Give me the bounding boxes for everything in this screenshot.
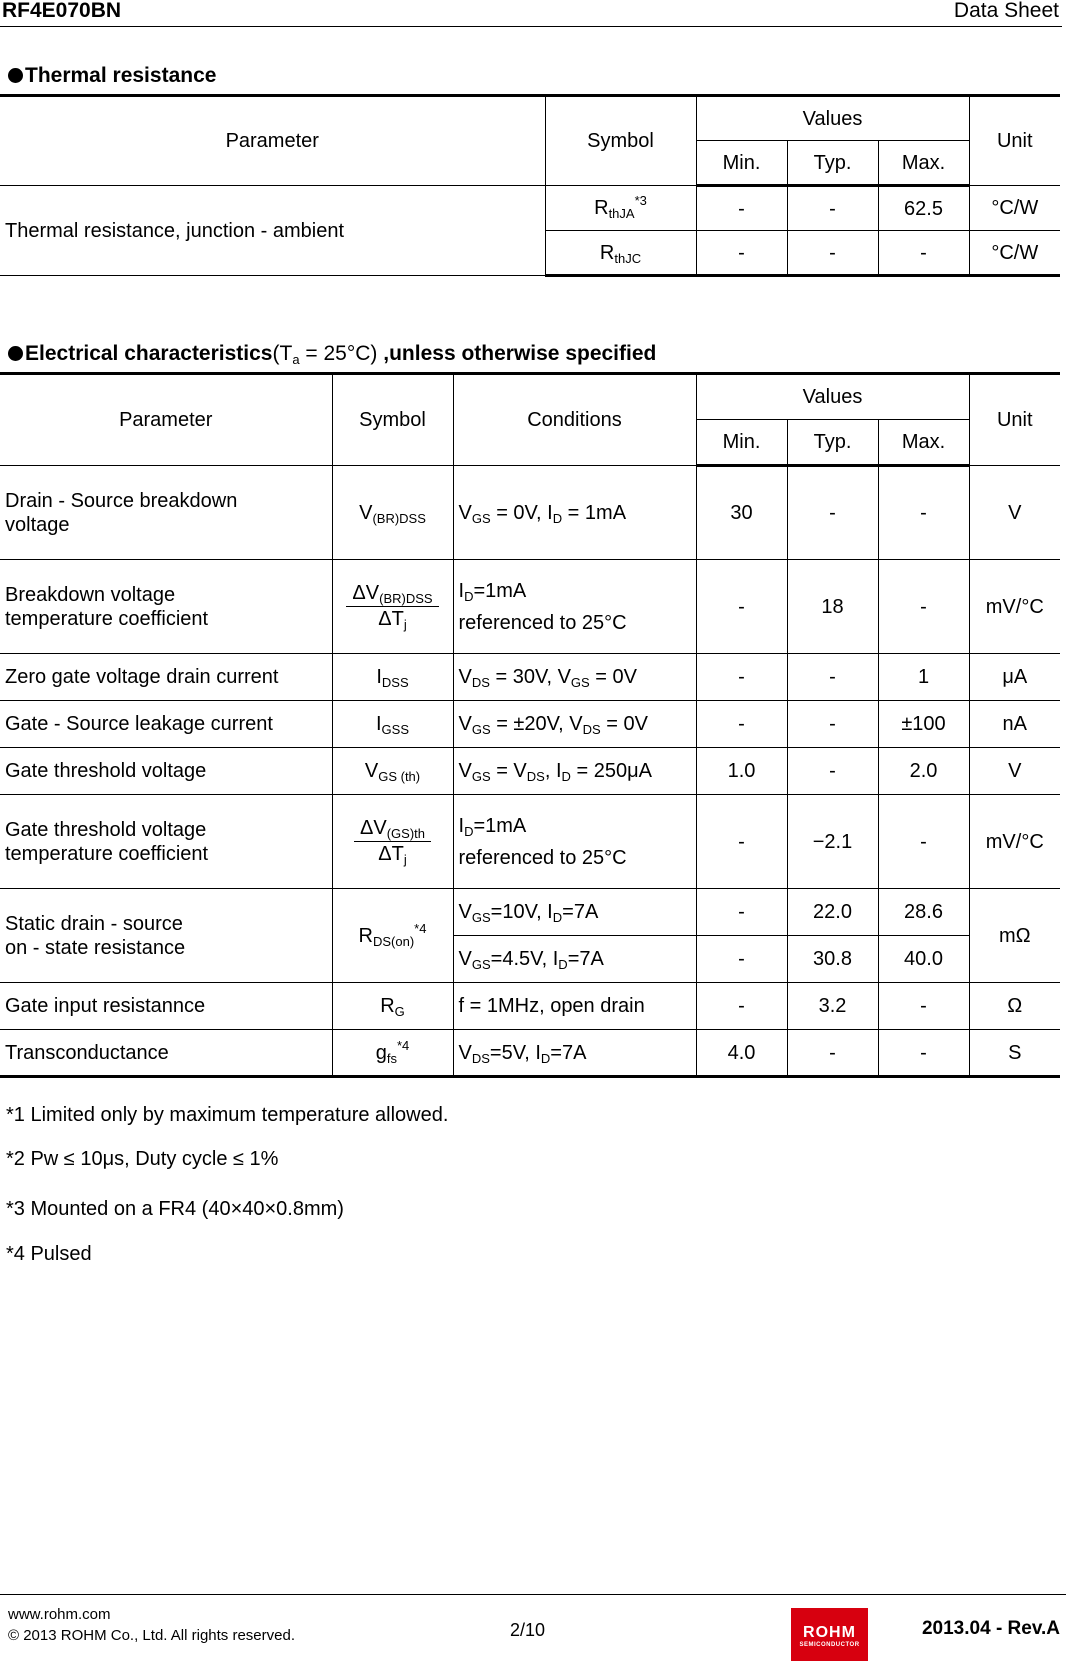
- cond-vth: $V_{GS} = V_{DS}$, $I_D = 250\mu A$: [453, 748, 696, 795]
- value-max: -: [878, 1030, 969, 1077]
- table-row: [0, 466, 1060, 560]
- value-max: -: [878, 560, 969, 654]
- value-max: ±100: [878, 701, 969, 748]
- header-conditions: Conditions: [453, 374, 696, 466]
- value-typ: -: [787, 701, 878, 748]
- electrical-table: [0, 372, 1060, 1078]
- symbol-vthtc: $\frac{\Delta V_{(GS)th}}{\Delta T_j}$: [332, 795, 453, 889]
- value-unit: V: [969, 748, 1060, 795]
- symbol-igss: $I_{GSS}$: [332, 701, 453, 748]
- value-max: 1: [878, 654, 969, 701]
- cond-rg: f = 1MHz, open drain: [453, 983, 696, 1030]
- header-parameter: Parameter: [0, 374, 332, 466]
- param-bvtc: Breakdown voltage temperature coefficient: [0, 560, 332, 654]
- value-typ: -: [787, 654, 878, 701]
- param-vth: Gate threshold voltage: [0, 748, 332, 795]
- value-typ: -: [787, 466, 878, 560]
- bullet-icon: [8, 68, 23, 83]
- value-unit: S: [969, 1030, 1060, 1077]
- thermal-section-title: Thermal resistance: [8, 64, 216, 88]
- cond-gfs: $V_{DS}=5V$, $I_D=7A$: [453, 1030, 696, 1077]
- footer-copyright: © 2013 ROHM Co., Ltd. All rights reserved.: [8, 1627, 295, 1644]
- value-typ: 22.0: [787, 889, 878, 936]
- bullet-icon: [8, 346, 23, 361]
- value-max: 2.0: [878, 748, 969, 795]
- value-typ: 30.8: [787, 936, 878, 983]
- cond-vthtc: $I_D=1mA$ referenced to 25°C: [453, 795, 696, 889]
- value-max: -: [878, 466, 969, 560]
- table-row: [0, 654, 1060, 701]
- value-min: -: [696, 231, 787, 276]
- value-max: -: [878, 983, 969, 1030]
- param-igss: Gate - Source leakage current: [0, 701, 332, 748]
- header-max: Max.: [878, 141, 969, 186]
- table-row: [0, 1030, 1060, 1077]
- header-parameter: Parameter: [0, 96, 545, 186]
- cond-igss: $V_{GS} = \pm 20V$, $V_{DS} = 0V$: [453, 701, 696, 748]
- symbol-bvdss: $V_{(BR)DSS}$: [332, 466, 453, 560]
- value-min: -: [696, 560, 787, 654]
- value-typ: 3.2: [787, 983, 878, 1030]
- value-typ: −2.1: [787, 795, 878, 889]
- symbol-idss: $I_{DSS}$: [332, 654, 453, 701]
- value-max: 40.0: [878, 936, 969, 983]
- table-row: [0, 186, 1060, 231]
- table-row: [0, 889, 1060, 936]
- thermal-table: [0, 94, 1060, 277]
- value-min: -: [696, 983, 787, 1030]
- footer-divider: [0, 1594, 1066, 1595]
- doc-type: Data Sheet: [953, 0, 1059, 22]
- symbol-bvtc: $\frac{\Delta V_{(BR)DSS}}{\Delta T_j}$: [332, 560, 453, 654]
- header-values: Values: [696, 374, 969, 420]
- table-row: [0, 795, 1060, 889]
- note-3: *3 Mounted on a FR4 (40×40×0.8mm): [6, 1198, 344, 1220]
- value-unit: V: [969, 466, 1060, 560]
- cond-rdson-4v5: $V_{GS}=4.5V$, $I_D=7A$: [453, 936, 696, 983]
- value-unit: Ω: [969, 983, 1060, 1030]
- param-bvdss: Drain - Source breakdown voltage: [0, 466, 332, 560]
- cond-idss: $V_{DS} = 30V$, $V_{GS} = 0V$: [453, 654, 696, 701]
- electrical-section-title: Electrical $characteristics(T_a = 25^\circ C)$ ,unless otherwise specified: [8, 342, 656, 366]
- table-row: [0, 560, 1060, 654]
- header-unit: Unit: [969, 96, 1060, 186]
- header-typ: Typ.: [787, 141, 878, 186]
- symbol-rg: $R_G$: [332, 983, 453, 1030]
- header-symbol: Symbol: [332, 374, 453, 466]
- value-max: 28.6: [878, 889, 969, 936]
- page-header: [0, 0, 1062, 27]
- param-rdson: Static drain - source on - state resistance: [0, 889, 332, 983]
- param-rg: Gate input resistannce: [0, 983, 332, 1030]
- value-typ: -: [787, 748, 878, 795]
- rohm-logo: ROHM SEMICONDUCTOR: [791, 1608, 868, 1661]
- value-max: -: [878, 795, 969, 889]
- cond-bvtc: $I_D=1mA$ referenced to 25°C: [453, 560, 696, 654]
- footer-url[interactable]: www.rohm.com: [8, 1606, 111, 1623]
- part-number: RF4E070BN: [2, 0, 122, 22]
- value-max: 62.5: [878, 186, 969, 231]
- value-typ: -: [787, 1030, 878, 1077]
- table-row: [0, 983, 1060, 1030]
- value-min: 30: [696, 466, 787, 560]
- value-min: 4.0: [696, 1030, 787, 1077]
- table-row: [0, 701, 1060, 748]
- value-min: -: [696, 186, 787, 231]
- value-unit: °C/W: [969, 186, 1060, 231]
- value-unit: °C/W: [969, 231, 1060, 276]
- header-max: Max.: [878, 420, 969, 466]
- header-min: Min.: [696, 141, 787, 186]
- value-unit: nA: [969, 701, 1060, 748]
- symbol-rthja: $R_{thJA}^{*3}$: [545, 186, 696, 231]
- value-unit: μA: [969, 654, 1060, 701]
- cond-bvdss: $V_{GS} = 0V$, $I_D = 1mA$: [453, 466, 696, 560]
- value-unit: mV/°C: [969, 560, 1060, 654]
- header-symbol: Symbol: [545, 96, 696, 186]
- symbol-gfs: $g_{fs}^{*4}$: [332, 1030, 453, 1077]
- table-row: [0, 748, 1060, 795]
- cond-rdson-10v: $V_{GS}=10V$, $I_D=7A$: [453, 889, 696, 936]
- page-number: 2/10: [510, 1620, 546, 1640]
- symbol-rthjc: $R_{thJC}$: [545, 231, 696, 276]
- header-unit: Unit: [969, 374, 1060, 466]
- symbol-rdson: $R_{DS(on)}^{*4}$: [332, 889, 453, 983]
- value-min: -: [696, 795, 787, 889]
- note-1: *1 Limited only by maximum temperature allowed.: [6, 1104, 449, 1126]
- value-typ: 18: [787, 560, 878, 654]
- value-typ: -: [787, 186, 878, 231]
- value-min: -: [696, 701, 787, 748]
- param-idss: Zero gate voltage drain current: [0, 654, 332, 701]
- value-unit: mV/°C: [969, 795, 1060, 889]
- header-typ: Typ.: [787, 420, 878, 466]
- revision: 2013.04 - Rev.A: [921, 1618, 1060, 1639]
- param-vthtc: Gate threshold voltage temperature coefficient: [0, 795, 332, 889]
- value-unit: mΩ: [969, 889, 1060, 983]
- param-thermal: Thermal resistance, junction - ambient: [0, 186, 545, 276]
- note-4: *4 Pulsed: [6, 1243, 92, 1265]
- value-max: -: [878, 231, 969, 276]
- header-values: Values: [696, 96, 969, 141]
- value-min: -: [696, 936, 787, 983]
- note-2: *2 Pw ≤ 10μs, Duty cycle ≤ 1%: [6, 1148, 279, 1170]
- param-gfs: Transconductance: [0, 1030, 332, 1077]
- value-min: -: [696, 889, 787, 936]
- value-typ: -: [787, 231, 878, 276]
- symbol-vth: $V_{GS (th)}$: [332, 748, 453, 795]
- header-min: Min.: [696, 420, 787, 466]
- value-min: 1.0: [696, 748, 787, 795]
- value-min: -: [696, 654, 787, 701]
